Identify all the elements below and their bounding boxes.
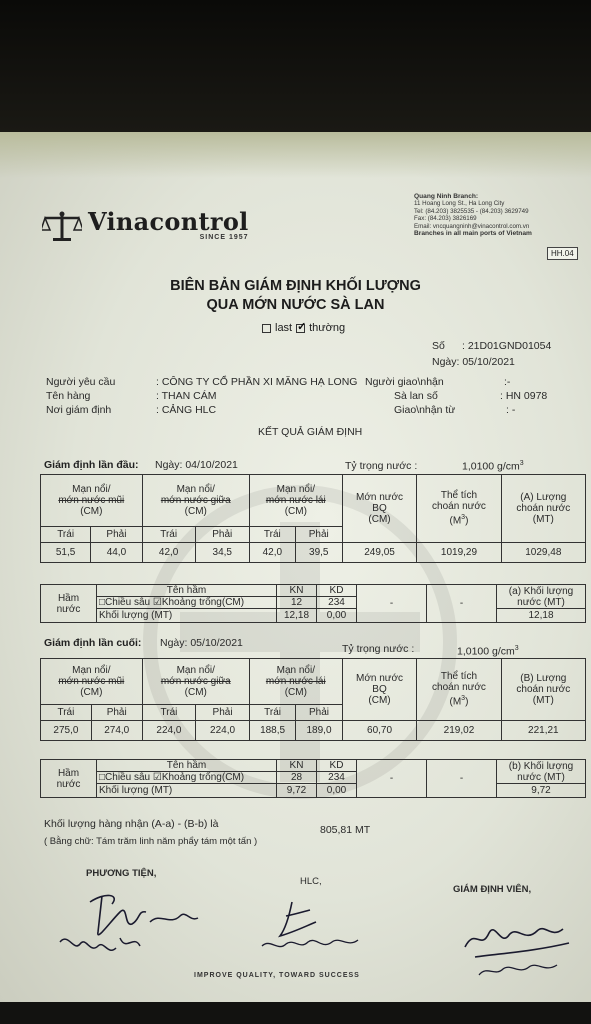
- kd-header: KD: [317, 585, 357, 597]
- last-density: 1,0100 $g/cm^3$: [457, 645, 519, 658]
- value-cell: 234: [317, 772, 357, 784]
- surveyor-signature-label: GIÁM ĐỊNH VIÊN,: [453, 884, 532, 895]
- barge: : HN 0978: [500, 390, 548, 402]
- value-cell: 274,0: [91, 721, 142, 741]
- branch-line: Fax: (84.203) 3826169: [414, 215, 477, 223]
- value-cell: 44,0: [91, 543, 142, 563]
- normal-label: thường: [309, 322, 346, 334]
- mass-row-label: Khối lượng (MT): [97, 609, 277, 623]
- form-code: HH.04: [547, 247, 578, 260]
- total-in-words: ( Bằng chữ: Tám trăm linh năm phẩy tám một tấn ): [44, 836, 258, 847]
- left-header: Trái: [41, 705, 92, 721]
- document-title: BIÊN BẢN GIÁM ĐỊNH KHỐI LƯỢNG: [170, 278, 421, 294]
- dash-cell: -: [357, 585, 427, 623]
- result-heading: KẾT QUẢ GIÁM ĐỊNH: [258, 426, 363, 438]
- last-survey-label: Giám định lần cuối:: [44, 637, 142, 649]
- left-header: Trái: [249, 705, 295, 721]
- surveyor-signature: [445, 907, 585, 987]
- kn-header: KN: [277, 585, 317, 597]
- first-survey-label: Giám định lần đầu:: [44, 459, 139, 471]
- stern-draft-header: Mạn nổi/ mớn nước lái (CM): [249, 659, 342, 705]
- last-ballast-table: [40, 759, 586, 798]
- dash-cell: -: [427, 585, 497, 623]
- value-cell: 224,0: [196, 721, 250, 741]
- value-cell: 219,02: [417, 721, 501, 741]
- last-density-label: Tỷ trọng nước :: [342, 643, 415, 655]
- right-header: Phải: [296, 705, 342, 721]
- value-cell: 234: [317, 597, 357, 609]
- value-cell: 0,00: [317, 609, 357, 623]
- tank-name-header: Tên hầm: [97, 760, 277, 772]
- deliverer: :-: [504, 376, 511, 388]
- mid-draft-header: Mạn nổi/ mớn nước giữa (CM): [142, 659, 249, 705]
- photo-background-bottom: [0, 1002, 591, 1024]
- value-cell: 39,5: [295, 543, 342, 563]
- volume-header: Thể tích choán nước $(M^3)$: [417, 659, 501, 721]
- vessel-signature-label: PHƯƠNG TIỆN,: [86, 868, 157, 879]
- vessel-signature: [50, 882, 220, 982]
- last-survey-date: Ngày: 05/10/2021: [160, 637, 243, 649]
- left-header: Trái: [249, 527, 295, 543]
- cargo-label: Tên hàng: [46, 390, 91, 402]
- mass-row-label: Khối lượng (MT): [97, 784, 277, 798]
- slogan: IMPROVE QUALITY, TOWARD SUCCESS: [194, 972, 360, 979]
- last-draft-table: [40, 658, 586, 741]
- left-header: Trái: [142, 527, 195, 543]
- value-cell: 42,0: [142, 543, 195, 563]
- hlc-signature: [250, 892, 380, 962]
- requester-label: Người yêu cầu: [46, 376, 116, 388]
- mean-draft-header: Mớn nước BQ (CM): [342, 475, 417, 543]
- value-cell: 224,0: [142, 721, 196, 741]
- value-cell: 1029,48: [501, 543, 585, 563]
- report-date: Ngày: 05/10/2021: [432, 356, 515, 368]
- dash-cell: -: [357, 760, 427, 798]
- stern-draft-header: Mạn nổi/ mớn nước lái (CM): [249, 475, 342, 527]
- branch-line: Tel: (84.203) 3825535 - (84.203) 3629749: [414, 207, 529, 215]
- tank-name-header: Tên hầm: [97, 585, 277, 597]
- ballast-a-header: (a) Khối lượng nước (MT): [497, 585, 586, 609]
- delivered-from: : -: [506, 404, 516, 416]
- value-cell: 12,18: [277, 609, 317, 623]
- normal-checkbox: [296, 324, 305, 333]
- barge-label: Sà lan số: [394, 390, 438, 402]
- first-density-label: Tỷ trọng nước :: [345, 460, 418, 472]
- displacement-b-header: (B) Lượng choán nước (MT): [501, 659, 585, 721]
- report-number-label: Số: [432, 340, 445, 352]
- total-mass-value: 805,81 MT: [320, 824, 371, 836]
- hlc-signature-label: HLC,: [300, 876, 322, 887]
- right-header: Phải: [91, 527, 142, 543]
- branch-line: Branches in all main ports of Vietnam: [414, 230, 532, 238]
- value-cell: 189,0: [296, 721, 342, 741]
- value-cell: 12: [277, 597, 317, 609]
- bow-draft-header: Mạn nổi/ mớn nước mũi (CM): [41, 659, 143, 705]
- kd-header: KD: [317, 760, 357, 772]
- first-ballast-table: [40, 584, 586, 623]
- total-mass-label: Khối lượng hàng nhận (A-a) - (B-b) là: [44, 818, 219, 830]
- logo-wordmark: Vinacontrol: [88, 207, 249, 236]
- company-logo: [42, 207, 249, 242]
- scale-icon: [42, 210, 82, 242]
- ballast-label: Hầm nước: [41, 585, 97, 623]
- left-header: Trái: [142, 705, 196, 721]
- value-cell: 275,0: [41, 721, 92, 741]
- location: : CẢNG HLC: [156, 404, 217, 416]
- branch-line: Email: vncquangninh@vinacontrol.com.vn: [414, 222, 530, 230]
- volume-header: Thể tích choán nước $(M^3)$: [417, 475, 501, 543]
- cargo: : THAN CÁM: [156, 390, 217, 402]
- right-header: Phải: [195, 527, 249, 543]
- document-subtitle: QUA MỚN NƯỚC SÀ LAN: [206, 297, 385, 313]
- last-label: last: [275, 322, 293, 334]
- first-draft-table: [40, 474, 586, 563]
- report-number: : 21D01GND01054: [462, 340, 552, 352]
- ballast-label: Hầm nước: [41, 760, 97, 798]
- ballast-a-value: 12,18: [497, 609, 586, 623]
- right-header: Phải: [91, 705, 142, 721]
- value-cell: 34,5: [195, 543, 249, 563]
- first-survey-date: Ngày: 04/10/2021: [155, 459, 238, 471]
- deliverer-label: Người giao\nhận: [365, 376, 444, 388]
- branch-line: 11 Hoang Long St., Ha Long City: [414, 200, 505, 208]
- value-cell: 60,70: [342, 721, 417, 741]
- value-cell: 1019,29: [417, 543, 501, 563]
- mean-draft-header: Mớn nước BQ (CM): [342, 659, 417, 721]
- logo-since: SINCE 1957: [199, 234, 249, 241]
- value-cell: 221,21: [501, 721, 585, 741]
- right-header: Phải: [295, 527, 342, 543]
- value-cell: 188,5: [249, 721, 295, 741]
- first-density: 1,0100 $g/cm^3$: [462, 460, 524, 473]
- ballast-b-header: (b) Khối lượng nước (MT): [497, 760, 586, 784]
- delivered-from-label: Giao\nhận từ: [394, 404, 456, 416]
- value-cell: 51,5: [41, 543, 91, 563]
- kn-header: KN: [277, 760, 317, 772]
- value-cell: 9,72: [277, 784, 317, 798]
- mid-draft-header: Mạn nổi/ mớn nước giữa (CM): [142, 475, 249, 527]
- branch-address: [414, 193, 532, 237]
- photo-background-top: [0, 0, 591, 132]
- depth-row-label: □Chiều sâu ☑Khoảng trống(CM): [97, 772, 277, 784]
- left-header: Trái: [41, 527, 91, 543]
- document-sheet: [0, 132, 591, 1002]
- last-checkbox: [262, 324, 271, 333]
- right-header: Phải: [196, 705, 250, 721]
- displacement-a-header: (A) Lượng choán nước (MT): [501, 475, 585, 543]
- bow-draft-header: Mạn nổi/ mớn nước mũi (CM): [41, 475, 143, 527]
- ballast-b-value: 9,72: [497, 784, 586, 798]
- value-cell: 28: [277, 772, 317, 784]
- branch-name: Quang Ninh Branch:: [414, 193, 479, 200]
- requester: : CÔNG TY CỔ PHẦN XI MĂNG HẠ LONG: [156, 376, 358, 388]
- location-label: Nơi giám định: [46, 404, 112, 416]
- value-cell: 0,00: [317, 784, 357, 798]
- value-cell: 42,0: [249, 543, 295, 563]
- dash-cell: -: [427, 760, 497, 798]
- survey-type-options: [262, 322, 345, 334]
- depth-row-label: □Chiều sâu ☑Khoảng trống(CM): [97, 597, 277, 609]
- value-cell: 249,05: [342, 543, 417, 563]
